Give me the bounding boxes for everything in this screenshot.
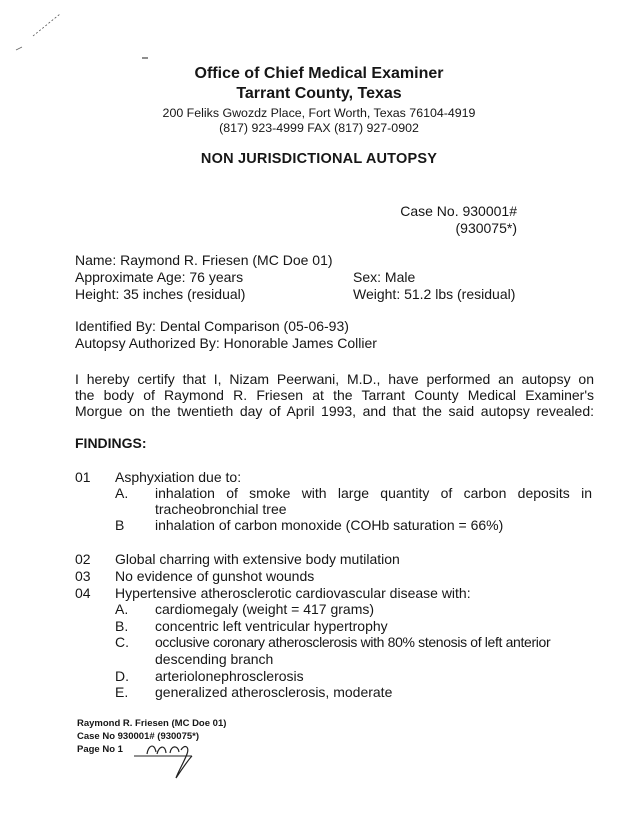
finding-item-text: inhalation of carbon monoxide (COHb saturation = 66%) <box>155 517 504 533</box>
handwritten-initials <box>132 736 202 782</box>
footer-case: Case No 930001# (930075*) <box>77 731 200 742</box>
certification-line: Morgue on the twentieth day of April 1993, and that the said autopsy revealed: <box>75 403 594 419</box>
finding-number: 04 <box>75 585 91 601</box>
finding-item-letter: A. <box>115 485 129 501</box>
case-number: Case No. 930001# <box>400 203 517 219</box>
findings-heading: FINDINGS: <box>75 435 147 451</box>
subject-sex: Sex: Male <box>353 269 416 285</box>
office-name: Office of Chief Medical Examiner <box>194 65 444 82</box>
finding-text: Global charring with extensive body mutilation <box>115 551 400 567</box>
finding-number: 01 <box>75 469 91 485</box>
subject-name: Name: Raymond R. Friesen (MC Doe 01) <box>75 252 333 268</box>
finding-item-text: inhalation of smoke with large quantity of carbon deposits in <box>155 485 592 501</box>
finding-item-letter: A. <box>115 601 129 617</box>
authorized-by: Autopsy Authorized By: Honorable James Collier <box>75 335 377 351</box>
subject-age: Approximate Age: 76 years <box>75 269 244 285</box>
finding-item-letter: C. <box>115 634 129 650</box>
finding-item-letter: D. <box>115 668 129 684</box>
certification-line: the body of Raymond R. Friesen at the Tarrant County Medical Examiner's <box>75 387 594 403</box>
subject-weight: Weight: 51.2 lbs (residual) <box>353 286 516 302</box>
finding-number: 02 <box>75 551 91 567</box>
finding-item-text: generalized atherosclerosis, moderate <box>155 684 393 700</box>
finding-item-letter: E. <box>115 684 129 700</box>
office-address: 200 Feliks Gwozdz Place, Fort Worth, Texas 76104-4919 <box>162 106 476 120</box>
finding-item-text: concentric left ventricular hypertrophy <box>155 618 388 634</box>
scan-artifact-marks <box>0 0 160 70</box>
footer-name: Raymond R. Friesen (MC Doe 01) <box>77 718 227 729</box>
finding-item-text: occlusive coronary atherosclerosis with 80% stenosis of left anterior <box>155 634 551 650</box>
office-phone-fax: (817) 923-4999 FAX (817) 927-0902 <box>219 121 419 135</box>
report-title: NON JURISDICTIONAL AUTOPSY <box>200 151 438 167</box>
finding-text: No evidence of gunshot wounds <box>115 568 315 584</box>
finding-item-letter: B. <box>115 618 129 634</box>
finding-item-letter: B <box>115 517 125 533</box>
finding-text: Asphyxiation due to: <box>115 469 242 485</box>
county-name: Tarrant County, Texas <box>236 85 402 102</box>
finding-item-text: cardiomegaly (weight = 417 grams) <box>155 601 375 617</box>
identified-by: Identified By: Dental Comparison (05-06-93) <box>75 318 349 334</box>
subject-height: Height: 35 inches (residual) <box>75 286 246 302</box>
finding-item-text: tracheobronchial tree <box>155 501 287 517</box>
finding-item-text: descending branch <box>155 651 274 667</box>
footer-page: Page No 1 <box>77 744 123 755</box>
case-alt-number: (930075*) <box>455 220 517 236</box>
certification-line: I hereby certify that I, Nizam Peerwani, M.D., have performed an autopsy on <box>75 371 594 387</box>
finding-item-text: arteriolonephrosclerosis <box>155 668 304 684</box>
finding-number: 03 <box>75 568 91 584</box>
finding-text: Hypertensive atherosclerotic cardiovascular disease with: <box>115 585 471 601</box>
